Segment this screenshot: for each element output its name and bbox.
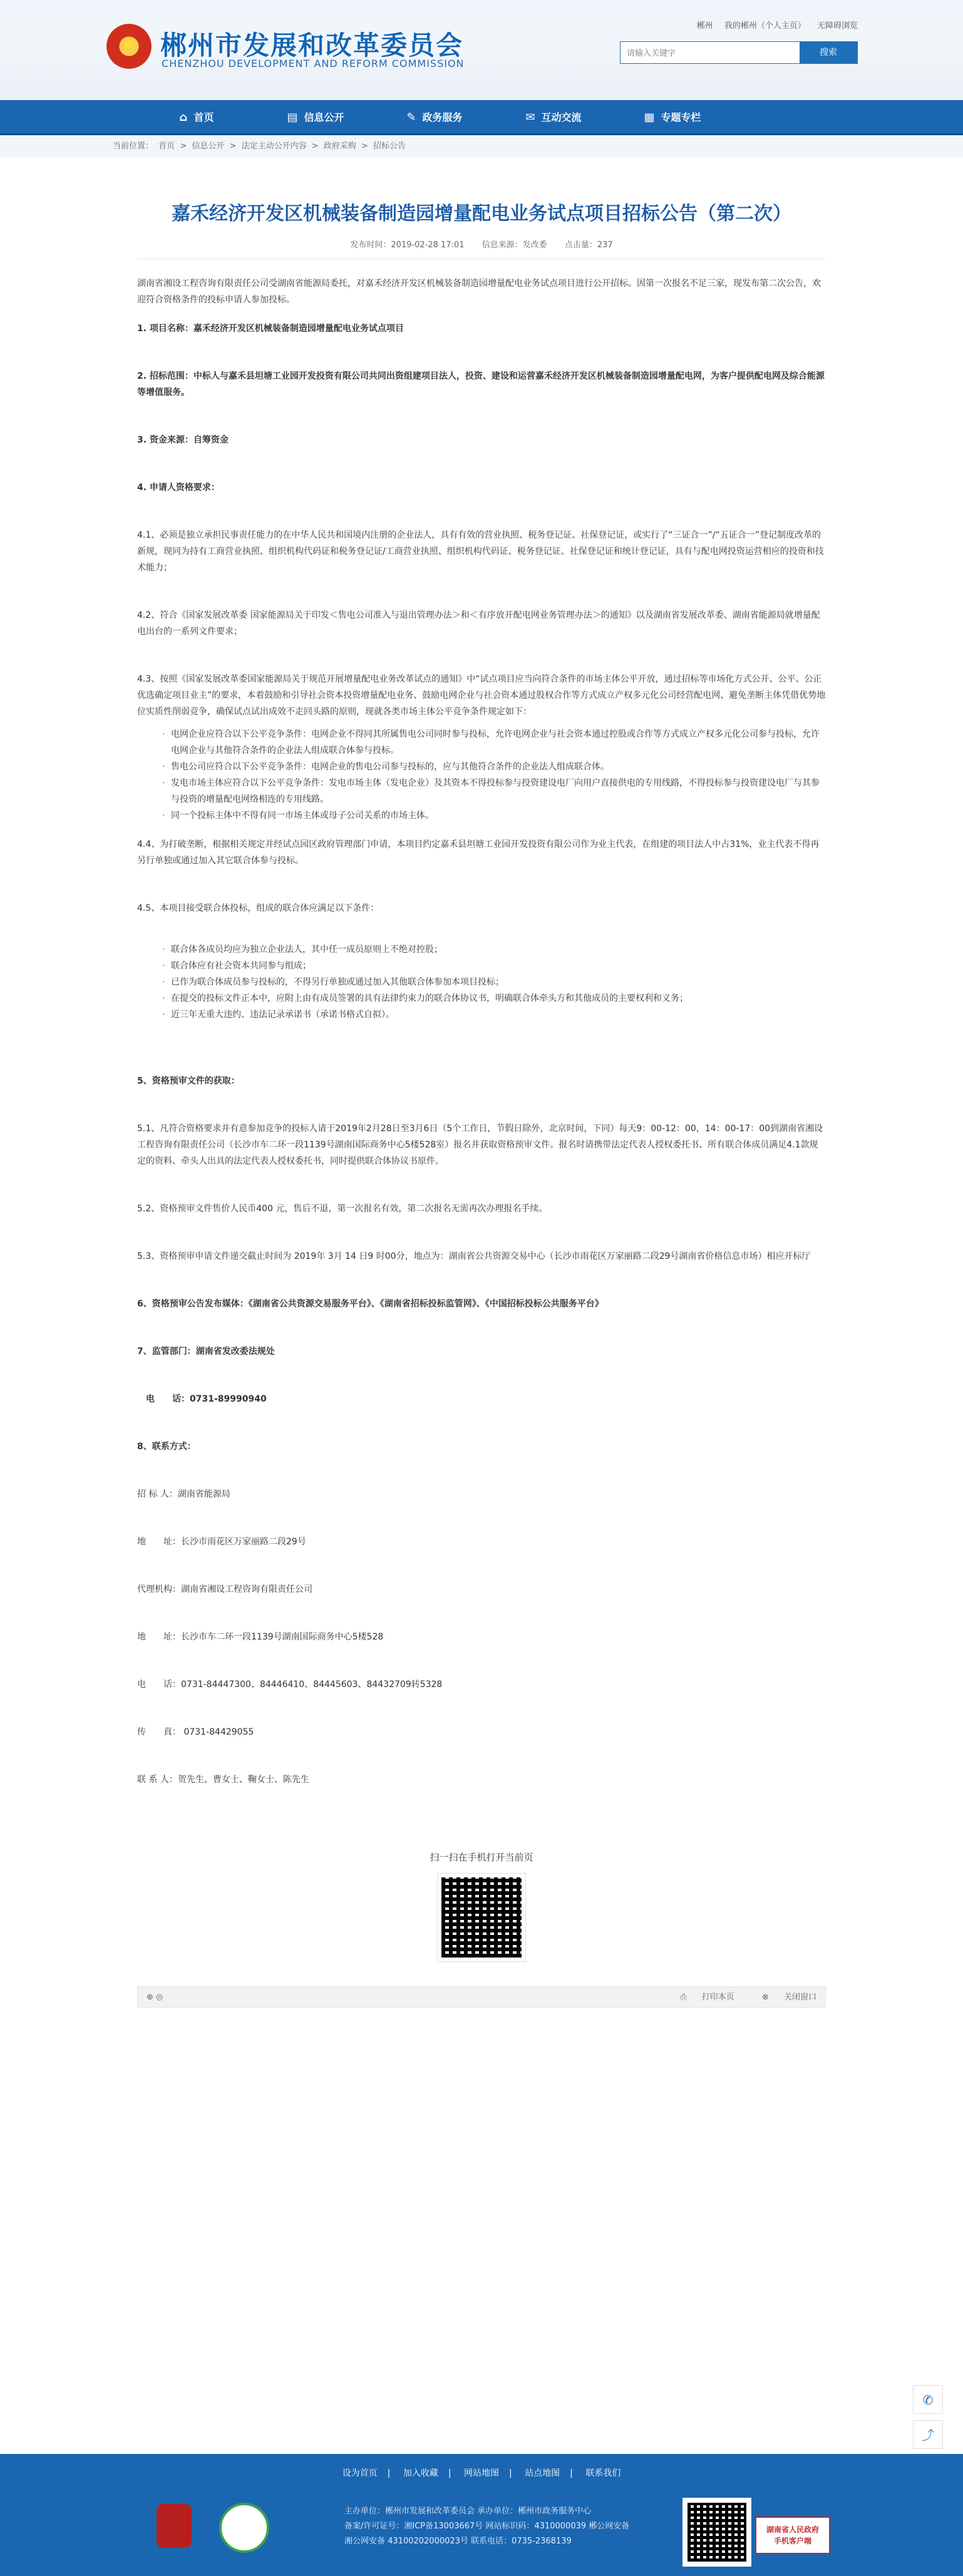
nav-item-home[interactable]: ⌂ 首页 (137, 100, 256, 135)
nav-item-info[interactable]: ▤ 信息公开 (256, 100, 375, 135)
page-footer (0, 2454, 963, 2576)
footer-link-sitemap2[interactable]: 站点地图 (525, 2468, 560, 2478)
main-nav (0, 100, 963, 135)
article-title: 嘉禾经济开发区机械装备制造园增量配电业务试点项目招标公告（第二次） (172, 203, 791, 225)
share-actions (655, 1987, 816, 2008)
list (137, 942, 826, 1023)
footer-line: 湘公网安备 43100202000023号 联系电话：0735-2368139 (344, 2537, 572, 2546)
breadcrumb-label: 当前位置： (113, 141, 154, 151)
province-app-subtitle: 手机客户端 (773, 2537, 811, 2545)
list-item: · 联合体各成员均应为独立企业法人，其中任一成员原则上不绝对控股； (162, 942, 826, 958)
contact-line: 地 址：长沙市雨花区万家丽路二段29号 (137, 1537, 306, 1547)
publish-date: 发布时间：2019-02-28 17:01 (350, 240, 465, 250)
site-title[interactable]: 郴州市发展和改革委员会 (160, 30, 464, 61)
share-bar (137, 1986, 826, 2008)
breadcrumb-sep: > (180, 141, 187, 151)
list-item: · 同一个投标主体中不得有同一市场主体或母子公司关系的市场主体。 (162, 808, 826, 824)
top-links (688, 19, 858, 31)
breadcrumb-sep: > (229, 141, 237, 151)
article-body (137, 275, 826, 1788)
paragraph: 5.2、资格预审文件售价人民币400 元，售后不退，第一次报名有效，第二次报名无需再次办理报名手续。 (137, 1204, 548, 1214)
footer-sep: | (387, 2468, 391, 2478)
breadcrumb-home[interactable]: 首页 (158, 141, 175, 151)
breadcrumb-procurement[interactable]: 政府采购 (323, 141, 356, 151)
section-heading: 6、资格预审公告发布媒体：《湖南省公共资源交易服务平台》、《湖南省招标投标监管网》、《中国招标投标公共服务平台》 (137, 1299, 604, 1309)
footer-sep: | (448, 2468, 451, 2478)
hit-count: 点击量：237 (564, 240, 613, 250)
paragraph: 4.5、本项目接受联合体投标，组成的联合体应满足以下条件： (137, 903, 379, 913)
info-source: 信息来源：发改委 (482, 240, 547, 250)
page-header (0, 0, 963, 100)
wechat-icon[interactable]: ✆ (913, 2385, 943, 2414)
footer-link-home[interactable]: 设为首页 (342, 2468, 378, 2478)
breadcrumb-tender[interactable]: 招标公告 (373, 141, 406, 151)
party-badge-icon[interactable] (157, 2504, 192, 2548)
breadcrumb-statutory[interactable]: 法定主动公开内容 (241, 141, 307, 151)
chat-icon: ✉ (525, 111, 535, 124)
footer-links (0, 2454, 963, 2479)
breadcrumb (0, 135, 963, 158)
article-meta (137, 238, 826, 259)
footer-link-sitemap[interactable]: 网站地图 (464, 2468, 499, 2478)
national-emblem-icon: ★ (106, 24, 152, 69)
list (137, 726, 826, 824)
share-icon[interactable]: ⤴ (913, 2420, 943, 2449)
close-icon: ⊗ (761, 1993, 769, 2002)
footer-sep: | (509, 2468, 512, 2478)
close-window-button[interactable]: ⊗ 关闭窗口 (761, 1993, 816, 2002)
nav-item-topics[interactable]: ▦ 专题专栏 (613, 100, 732, 135)
province-app-title: 湖南省人民政府 (766, 2525, 819, 2534)
list-item: · 发电市场主体应符合以下公平竞争条件：发电市场主体（发电企业）及其资本不得投标参与投资建设电厂向用户直接供电的专用线路，不得投标参与投资建设电厂与其参与投资的增量配电网络相连的专用线路。 (162, 775, 826, 808)
footer-sep: | (570, 2468, 573, 2478)
footer-qr-code (682, 2498, 751, 2567)
footer-line: 主办单位：郴州市发展和改革委员会 承办单位：郴州市政务服务中心 (344, 2507, 592, 2516)
breadcrumb-sep: > (311, 141, 319, 151)
province-app-badge[interactable] (755, 2517, 830, 2554)
footer-link-contact[interactable]: 联系我们 (585, 2468, 621, 2478)
contact-line: 地 址：长沙市车二环一段1139号湖南国际商务中心5楼528 (137, 1632, 384, 1642)
section-heading: 4. 申请人资格要求： (137, 483, 220, 493)
breadcrumb-sep: > (361, 141, 368, 151)
list-item: · 售电公司应符合以下公平竞争条件：电网企业的售电公司参与投标的，应与其他符合条件的企业法人组成联合体。 (162, 759, 826, 775)
nav-item-services[interactable]: ✎ 政务服务 (375, 100, 494, 135)
footer-line: 备案/许可证号：湘ICP备13003667号 网站标识码：4310000039 郴公网安备 (344, 2522, 630, 2531)
paragraph: 4.3、按照《国家发展改革委国家能源局关于规范开展增量配电业务改革试点的通知》中“试点项目应当向符合条件的市场主体公平开放，通过招标等市场化方式公开、公平、公正优选确定项目业主”的要求，本着鼓励和引导社会资本投资增量配电业务、鼓励电网企业与社会资本通过股权合作等方式成立产权多元化公司经营配电网、避免垄断主体凭借优势地位实质性削弱竞争，确保试点试出成效不走回头路的原则，现就各类市场主体公平竞争条件规定如下： (137, 674, 826, 717)
section-heading: 1. 项目名称：嘉禾经济开发区机械装备制造园增量配电业务试点项目 (137, 324, 404, 334)
paragraph: 4.2、符合《国家发展改革委 国家能源局关于印发＜售电公司准入与退出管理办法＞和＜有序放开配电网业务管理办法＞的通知》以及湖南省发展改革委、湖南省能源局就增量配电出台的一系列文件要求； (137, 610, 820, 637)
footer-info (344, 2504, 629, 2549)
paragraph: 5.3、资格预审申请文件递交截止时间为 2019年 3月 14 日9 时00分，地点为：湖南省公共资源交易中心（长沙市雨花区万家丽路二段29号湖南省价格信息市场）相应开标厅 (137, 1251, 811, 1261)
article (137, 183, 826, 2008)
search-button[interactable]: 搜索 (800, 42, 857, 63)
paragraph: 4.4、为打破垄断，根据相关规定并经试点园区政府管理部门申请，本项目约定嘉禾县坦塘工业园开发投资有限公司作为业主代表，在组建的项目法人中占31%，业主代表不得再另行单独或通过加入其它联合体参与投标。 (137, 839, 820, 866)
qr-code (438, 1874, 525, 1961)
share-icons[interactable]: ⊕ ◎ (147, 1993, 163, 2002)
list-item: · 已作为联合体成员参与投标的，不得另行单独或通过加入其他联合体参加本项目投标； (162, 974, 826, 990)
contact-line: 联 系 人：贺先生、曹女士、鞠女士、陈先生 (137, 1775, 309, 1785)
list-item: · 电网企业应符合以下公平竞争条件：电网企业不得同其所属售电公司同时参与投标，允许电网企业与社会资本通过控股或合作等方式成立产权多元化公司参与投标，允许电网企业与其他符合条件的企业法人组成联合体参与投标。 (162, 726, 826, 759)
paragraph: 电 话：0731-89990940 (146, 1394, 267, 1404)
gov-site-badge-icon[interactable] (219, 2503, 269, 2553)
contact-line: 电 话：0731-84447300、84446410、84445603、84432709转5328 (137, 1680, 443, 1690)
section-heading: 8、联系方式： (137, 1442, 196, 1452)
home-icon: ⌂ (179, 111, 188, 124)
search-box (620, 41, 858, 64)
qr-caption: 扫一扫在手机打开当前页 (430, 1852, 533, 1863)
list-item: · 联合体应有社会资本共同参与组成； (162, 958, 826, 974)
grid-icon: ▦ (644, 111, 655, 124)
paragraph: 5.1、凡符合资格要求并有意参加竞争的投标人请于2019年2月28日至3月6日（5个工作日，节假日除外，北京时间，下同）每天9：00-12：00，14：00-17：00到湖南省湘设工程咨询有限责任公司（长沙市车二环一段1139号湖南国际商务中心5楼528室）报名并获取资格预审文件。报名时请携带法定代表人授权委托书、所有联合体成员满足4.1款规定的资料、牵头人出具的法定代表人授权委托书，同时提供联合体协议书原件。 (137, 1124, 823, 1166)
printer-icon: ⎙ (680, 1993, 687, 2002)
list-item: · 在提交的投标文件正本中，应附上由有成员签署的具有法律约束力的联合体协议书，明确联合体牵头方和其他成员的主要权利和义务； (162, 990, 826, 1007)
nav-item-interaction[interactable]: ✉ 互动交流 (494, 100, 613, 135)
top-link-accessibility[interactable]: 无障碍浏览 (816, 21, 858, 31)
top-link-personal[interactable]: 我的郴州（个人主页） (724, 21, 806, 31)
section-heading: 3. 资金来源：自筹资金 (137, 435, 229, 445)
paragraph: 湖南省湘设工程咨询有限责任公司受湖南省能源局委托，对嘉禾经济开发区机械装备制造园增量配电业务试点项目进行公开招标。因第一次报名不足三家，现发布第二次公告，欢迎符合资格条件的投标申请人参加投标。 (137, 279, 821, 305)
section-heading: 5、资格预审文件的获取： (137, 1076, 240, 1086)
paragraph: 4.1、必须是独立承担民事责任能力的在中华人民共和国境内注册的企业法人，具有有效的营业执照、税务登记证、社保登记证，或实行了“三证合一”/“五证合一”登记制度改革的新规，现同为持有工商营业执照、组织机构代码证和税务登记证/工商营业执照、组织机构代码证、税务登记证、社保登记证和统计登记证，具有与配电网投资运营相应的投资和技术能力； (137, 530, 824, 573)
section-heading: 7、监管部门：湖南省发改委法规处 (137, 1347, 275, 1357)
contact-line: 招 标 人：湖南省能源局 (137, 1489, 230, 1499)
search-input[interactable] (621, 42, 796, 63)
list-item: · 近三年无重大违约、违法记录承诺书（承诺书格式自拟）。 (162, 1007, 826, 1023)
top-link-city[interactable]: 郴州 (696, 21, 713, 31)
print-button[interactable]: ⎙ 打印本页 (680, 1993, 734, 2002)
document-icon: ▤ (287, 111, 298, 124)
section-heading: 2. 招标范围：中标人与嘉禾县坦塘工业园开发投资有限公司共同出资组建项目法人，投资、建设和运营嘉禾经济开发区机械装备制造园增量配电网，为客户提供配电网及综合能源等增值服务。 (137, 371, 825, 398)
breadcrumb-info[interactable]: 信息公开 (192, 141, 225, 151)
edit-icon: ✎ (406, 111, 416, 124)
contact-line: 传 真： 0731-84429055 (137, 1727, 254, 1737)
footer-link-favorite[interactable]: 加入收藏 (403, 2468, 438, 2478)
contact-line: 代理机构：湖南省湘设工程咨询有限责任公司 (137, 1584, 312, 1594)
site-subtitle: CHENZHOU DEVELOPMENT AND REFORM COMMISSION (162, 58, 465, 69)
